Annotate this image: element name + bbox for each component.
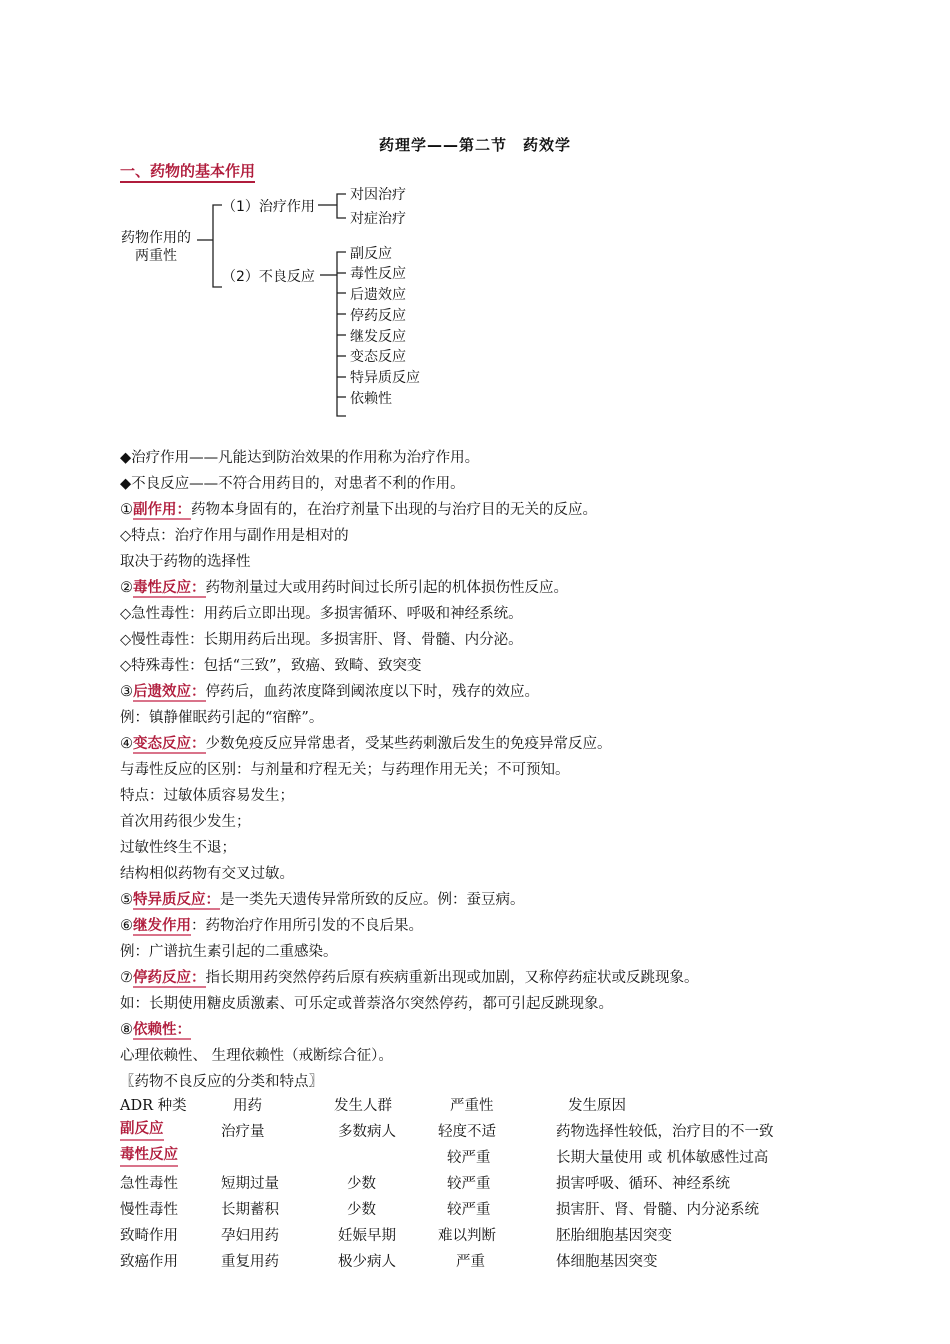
table-cell: 治疗量 bbox=[221, 1124, 265, 1140]
text-line: ◇特殊毒性：包括“三致”，致癌、致畸、致突变 bbox=[120, 658, 422, 674]
text-line: ①副作用：药物本身固有的，在治疗剂量下出现的与治疗目的无关的反应。 bbox=[120, 502, 597, 518]
table-cell: 较严重 bbox=[447, 1202, 491, 1218]
text-line: 首次用药很少发生； bbox=[120, 814, 251, 830]
diagram-root-line2: 两重性 bbox=[135, 248, 177, 264]
term-dependence: 依赖性： bbox=[133, 1022, 191, 1038]
table-cell-type: 致癌作用 bbox=[120, 1254, 178, 1270]
table-row bbox=[120, 1119, 840, 1145]
table-cell: 长期蓄积 bbox=[221, 1202, 279, 1218]
term-secondary-effect: 继发作用 bbox=[133, 918, 191, 934]
table-cell-type: 副反应 bbox=[120, 1119, 164, 1141]
table-cell: 短期过量 bbox=[221, 1176, 279, 1192]
text-line: ⑧依赖性： bbox=[120, 1022, 191, 1038]
table-row bbox=[120, 1197, 840, 1223]
text-line: 例：广谱抗生素引起的二重感染。 bbox=[120, 944, 338, 960]
table-row bbox=[120, 1223, 840, 1249]
diagram-leaf: 继发反应 bbox=[350, 329, 406, 345]
diagram-branch-therapeutic: （1）治疗作用 bbox=[222, 199, 315, 215]
diagram-branch-adverse: （2）不良反应 bbox=[222, 269, 315, 285]
term-allergic-reaction: 变态反应： bbox=[133, 736, 206, 752]
text-line: ⑥继发作用：药物治疗作用所引发的不良后果。 bbox=[120, 918, 423, 934]
diagram-leaf: 停药反应 bbox=[350, 308, 406, 324]
table-cell: 孕妇用药 bbox=[221, 1228, 279, 1244]
table-cell: 胚胎细胞基因突变 bbox=[556, 1228, 672, 1244]
table-cell: 重复用药 bbox=[221, 1254, 279, 1270]
text-line: 过敏性终生不退； bbox=[120, 840, 236, 856]
page-title: 药理学——第二节 药效学 bbox=[378, 136, 571, 154]
text-line: ◆不良反应——不符合用药目的，对患者不利的作用。 bbox=[120, 476, 465, 492]
diagram-leaf: 对症治疗 bbox=[350, 211, 406, 227]
table-header: 发生人群 bbox=[334, 1098, 392, 1114]
table-cell-type: 急性毒性 bbox=[120, 1176, 178, 1192]
text-line: 心理依赖性、 生理依赖性（戒断综合征）。 bbox=[120, 1048, 393, 1064]
text-line: ◇慢性毒性：长期用药后出现。多损害肝、肾、骨髓、内分泌。 bbox=[120, 632, 523, 648]
text-line: 如：长期使用糖皮质激素、可乐定或普萘洛尔突然停药，都可引起反跳现象。 bbox=[120, 996, 613, 1012]
diagram-leaf: 变态反应 bbox=[350, 349, 406, 365]
table-cell: 较严重 bbox=[447, 1176, 491, 1192]
table-row bbox=[120, 1145, 840, 1171]
term-side-effect: 副作用： bbox=[133, 502, 191, 518]
table-cell: 极少病人 bbox=[338, 1254, 396, 1270]
table-cell: 轻度不适 bbox=[438, 1124, 496, 1140]
text-line: ⑦停药反应：指长期用药突然停药后原有疾病重新出现或加剧，又称停药症状或反跳现象。 bbox=[120, 970, 699, 986]
term-toxic-reaction: 毒性反应： bbox=[133, 580, 206, 596]
table-cell-type: 致畸作用 bbox=[120, 1228, 178, 1244]
diagram-root-line1: 药物作用的 bbox=[121, 230, 191, 246]
text-line: 特点：过敏体质容易发生； bbox=[120, 788, 294, 804]
text-line: 〖药物不良反应的分类和特点〗 bbox=[120, 1074, 323, 1090]
term-idiosyncratic-reaction: 特异质反应： bbox=[133, 892, 220, 908]
table-header: 严重性 bbox=[450, 1098, 494, 1114]
text-line: ④变态反应：少数免疫反应异常患者，受某些药刺激后发生的免疫异常反应。 bbox=[120, 736, 612, 752]
diagram-leaf: 对因治疗 bbox=[350, 187, 406, 203]
text-line: ⑤特异质反应：是一类先天遗传异常所致的反应。例：蚕豆病。 bbox=[120, 892, 525, 908]
table-cell: 难以判断 bbox=[438, 1228, 496, 1244]
text-line: ◆治疗作用——凡能达到防治效果的作用称为治疗作用。 bbox=[120, 450, 480, 466]
table-row bbox=[120, 1249, 840, 1275]
text-line: ③后遗效应：停药后，血药浓度降到阈浓度以下时，残存的效应。 bbox=[120, 684, 539, 700]
table-cell: 体细胞基因突变 bbox=[556, 1254, 658, 1270]
text-line: 与毒性反应的区别：与剂量和疗程无关；与药理作用无关；不可预知。 bbox=[120, 762, 570, 778]
text-line: 结构相似药物有交叉过敏。 bbox=[120, 866, 294, 882]
table-header: ADR 种类 bbox=[120, 1098, 187, 1114]
table-cell: 药物选择性较低，治疗目的不一致 bbox=[556, 1124, 774, 1140]
term-withdrawal-reaction: 停药反应： bbox=[133, 970, 206, 986]
drug-action-diagram bbox=[0, 0, 950, 430]
table-cell: 严重 bbox=[456, 1254, 485, 1270]
term-residual-effect: 后遗效应： bbox=[133, 684, 206, 700]
text-line: ◇急性毒性：用药后立即出现。多损害循环、呼吸和神经系统。 bbox=[120, 606, 523, 622]
text-line: 例：镇静催眠药引起的“宿醉”。 bbox=[120, 710, 324, 726]
table-header-row bbox=[120, 1093, 840, 1119]
table-row bbox=[120, 1171, 840, 1197]
table-header: 发生原因 bbox=[568, 1098, 626, 1114]
table-cell: 少数 bbox=[347, 1176, 376, 1192]
diagram-leaf: 后遗效应 bbox=[350, 287, 406, 303]
diagram-leaf: 特异质反应 bbox=[350, 370, 420, 386]
table-cell: 损害肝、肾、骨髓、内分泌系统 bbox=[556, 1202, 759, 1218]
text-line: ◇特点：治疗作用与副作用是相对的 bbox=[120, 528, 349, 544]
body-text bbox=[120, 445, 840, 1095]
table-header: 用药 bbox=[233, 1098, 262, 1114]
table-cell-type: 慢性毒性 bbox=[120, 1202, 178, 1218]
diagram-leaf: 副反应 bbox=[350, 246, 392, 262]
text-line: ②毒性反应：药物剂量过大或用药时间过长所引起的机体损伤性反应。 bbox=[120, 580, 568, 596]
adr-table bbox=[120, 1093, 840, 1275]
section-heading: 一、药物的基本作用 bbox=[120, 162, 255, 183]
table-cell: 多数病人 bbox=[338, 1124, 396, 1140]
table-cell: 损害呼吸、循环、神经系统 bbox=[556, 1176, 730, 1192]
table-cell: 妊娠早期 bbox=[338, 1228, 396, 1244]
diagram-leaf: 毒性反应 bbox=[350, 266, 406, 282]
table-cell-type: 毒性反应 bbox=[120, 1145, 178, 1167]
table-cell: 长期大量使用 或 机体敏感性过高 bbox=[556, 1150, 769, 1166]
text-line: 取决于药物的选择性 bbox=[120, 554, 251, 570]
diagram-leaf: 依赖性 bbox=[350, 391, 392, 407]
table-cell: 少数 bbox=[347, 1202, 376, 1218]
table-cell: 较严重 bbox=[447, 1150, 491, 1166]
